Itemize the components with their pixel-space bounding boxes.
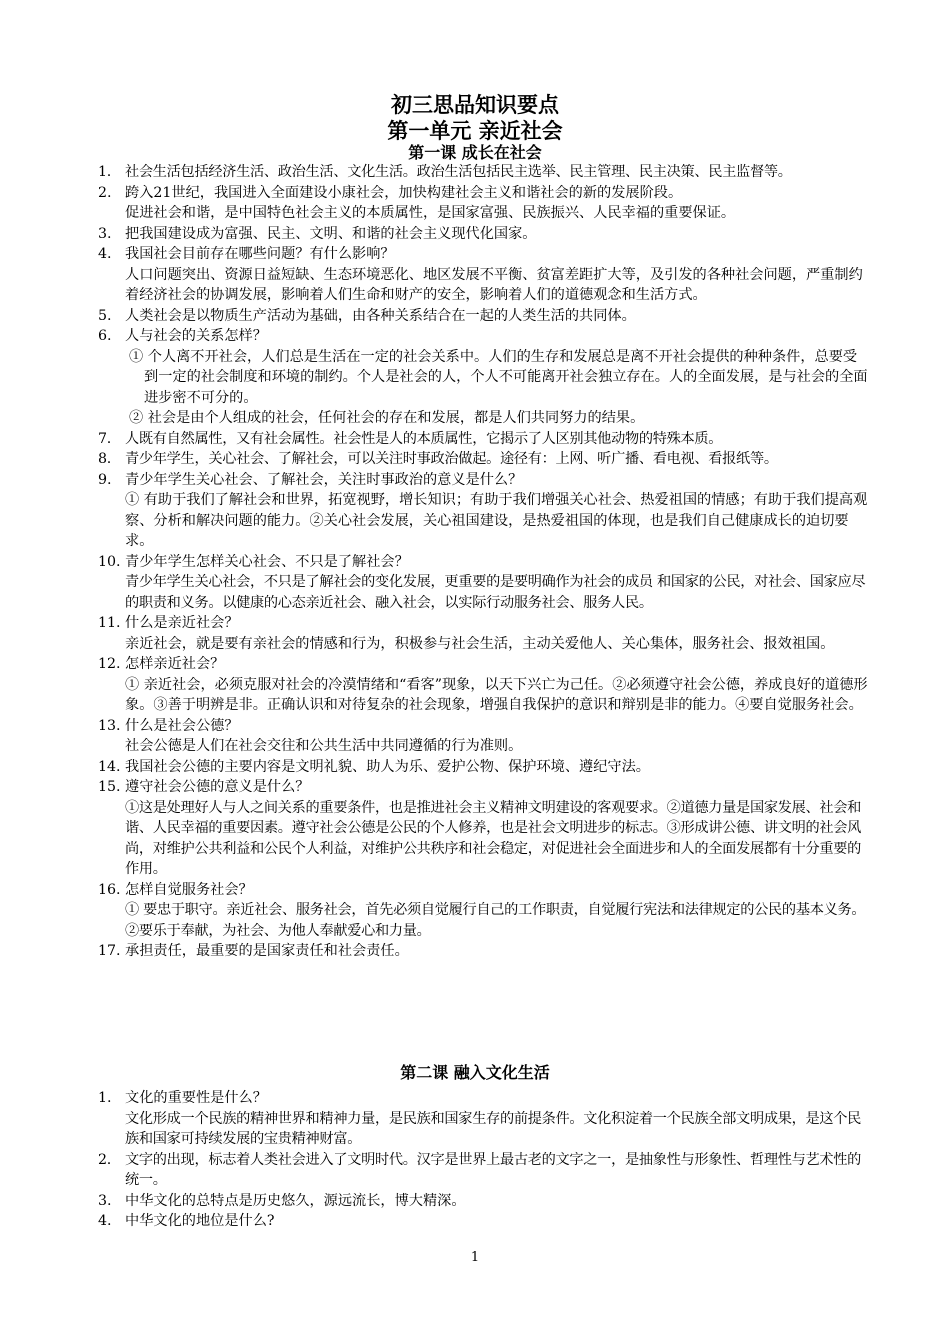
item-text: 怎样亲近社会？: [125, 656, 225, 672]
list-item: [98, 224, 868, 245]
item-number: 6.: [98, 328, 112, 344]
list-item: [98, 654, 868, 675]
item-continuation: 亲近社会，就是要有亲社会的情感和行为，积极参与社会生活，主动关爱他人、关心集体，服务社会、报效祖国。: [125, 635, 835, 652]
item-point: ① 亲近社会，必须克服对社会的冷漠情绪和“看客”现象，以天下兴亡为己任。②必须遵守社会公德，养成良好的道德形象。③善于明辨是非。正确认识和对待复杂的社会现象，增强自我保护的意识和辩别是非的能力。④要自觉服务社会。: [125, 676, 868, 713]
list-item: [98, 326, 868, 347]
item-text: 青少年学生，关心社会、了解社会，可以关注时事政治做起。途径有：上网、听广播、看电视、看报纸等。: [125, 451, 778, 467]
item-number: 1.: [98, 164, 111, 180]
item-number: 12.: [98, 656, 121, 672]
item-continuation: 青少年学生关心社会，不只是了解社会的变化发展，更重要的是要明确作为社会的成员 和国家的公民，对社会、国家应尽的职责和义务。以健康的心态亲近社会、融入社会，以实际行动服务社会、服务人民。: [125, 574, 866, 611]
list-item: [98, 306, 868, 327]
item-text: 人类社会是以物质生产活动为基础，由各种关系结合在一起的人类生活的共同体。: [125, 307, 636, 324]
lesson2-items: [98, 1088, 868, 1232]
item-text: 什么是亲近社会？: [125, 615, 239, 631]
item-continuation: 社会公德是人们在社会交往和公共生活中共同遵循的行为准则。: [125, 738, 523, 754]
item-number: 3.: [98, 1192, 112, 1209]
item-continuation: 促进社会和谐，是中国特色社会主义的本质属性，是国家富强、民族振兴、人民幸福的重要保证。: [125, 205, 736, 221]
list-item: [98, 449, 868, 470]
item-continuation: 文化形成一个民族的精神世界和精神力量，是民族和国家生存的前提条件。文化积淀着一个民族全部文明成果，是这个民族和国家可持续发展的宝贵精神财富。: [125, 1110, 862, 1147]
list-item: [98, 429, 868, 450]
item-text: 承担责任，最重要的是国家责任和社会责任。: [125, 943, 409, 959]
item-text: 青少年学生怎样关心社会、不只是了解社会？: [125, 553, 409, 570]
item-number: 5.: [98, 307, 112, 324]
list-item: [98, 777, 868, 798]
item-text: 文化的重要性是什么？: [125, 1090, 267, 1106]
unit-title: 第一单元 亲近社会: [387, 118, 563, 143]
item-number: 10.: [98, 553, 121, 570]
item-text: 中华文化的总特点是历史悠久，源远流长，博大精深。: [125, 1192, 466, 1209]
item-point: ② 社会是由个人组成的社会，任何社会的存在和发展，都是人们共同努力的结果。: [129, 410, 645, 426]
item-number: 4.: [98, 1213, 112, 1229]
list-item: [98, 470, 868, 491]
item-text: 文字的出现，标志着人类社会进入了文明时代。汉字是世界上最古老的文字之一，是抽象性与形象性、哲理性与艺术性的统一。: [125, 1151, 862, 1188]
item-number: 17.: [98, 943, 121, 959]
item-number: 2.: [98, 184, 112, 201]
list-item: [98, 613, 868, 634]
item-point: ① 有助于我们了解社会和世界，拓宽视野，增长知识；有助于我们增强关心社会、热爱祖国的情感；有助于我们提高观察、分析和解决问题的能力。②关心社会发展，关心祖国建设，是热爱祖国的体现，也是我们自己健康成长的迫切要求。: [125, 492, 868, 549]
main-title: 初三思品知识要点: [391, 92, 559, 117]
item-number: 14.: [98, 758, 121, 775]
item-number: 1.: [98, 1090, 112, 1106]
item-text: 人与社会的关系怎样？: [125, 328, 267, 344]
item-text: 我国社会公德的主要内容是文明礼貌、助人为乐、爱护公物、保护环境、遵纪守法。: [125, 758, 650, 775]
item-number: 3.: [98, 225, 112, 242]
item-text: 遵守社会公德的意义是什么？: [125, 779, 310, 795]
item-number: 8.: [98, 451, 111, 467]
item-number: 16.: [98, 881, 121, 898]
item-continuation: 人口问题突出、资源日益短缺、生态环境恶化、地区发展不平衡、贫富差距扩大等，及引发的各种社会问题，严重制约着经济社会的协调发展，影响着人们生命和财产的安全，影响着人们的道德观念和生活方式。: [125, 266, 863, 303]
item-number: 2.: [98, 1151, 111, 1168]
item-point: ① 要忠于职守。亲近社会、服务社会，首先必须自觉履行自己的工作职责，自觉履行宪法和法律规定的公民的基本义务。②要乐于奉献，为社会、为他人奉献爱心和力量。: [125, 902, 866, 939]
item-number: 9.: [98, 471, 112, 488]
list-item: [98, 244, 868, 265]
list-item: [98, 162, 868, 183]
list-item: [98, 1150, 868, 1191]
item-text: 什么是社会公德？: [125, 717, 239, 734]
item-number: 11.: [98, 615, 121, 631]
item-text: 我国社会目前存在哪些问题？有什么影响？: [125, 246, 395, 262]
list-item: [98, 757, 868, 778]
lesson2-title: 第二课 融入文化生活: [400, 1063, 550, 1082]
lesson1-title: 第一课 成长在社会: [408, 143, 542, 162]
list-item: [98, 716, 868, 737]
list-item: [98, 880, 868, 901]
item-point: ① 个人离不开社会，人们总是生活在一定的社会关系中。人们的生存和发展总是离不开社会提供的种种条件，总要受到一定的社会制度和环境的制约。个人是社会的人，个人不可能离开社会独立存在。人的全面发展，是与社会的全面进步密不可分的。: [129, 348, 868, 406]
lesson1-items: [98, 162, 868, 962]
item-number: 15.: [98, 779, 121, 795]
list-item: [98, 1088, 868, 1109]
item-text: 怎样自觉服务社会？: [125, 881, 253, 898]
item-number: 13.: [98, 717, 121, 734]
item-text: 青少年学生关心社会、了解社会，关注时事政治的意义是什么？: [125, 471, 523, 488]
list-item: [98, 1211, 868, 1232]
item-text: 社会生活包括经济生活、政治生活、文化生活。政治生活包括民主选举、民主管理、民主决策、民主监督等。: [125, 164, 792, 180]
list-item: [98, 941, 868, 962]
item-text: 把我国建设成为富强、民主、文明、和谐的社会主义现代化国家。: [125, 225, 537, 242]
list-item: [98, 183, 868, 204]
list-item: [98, 1191, 868, 1212]
item-number: 4.: [98, 246, 112, 262]
item-number: 7.: [98, 430, 111, 447]
item-text: 人既有自然属性，又有社会属性。社会性是人的本质属性，它揭示了人区别其他动物的特殊本质。: [125, 430, 723, 447]
item-point: ①这是处理好人与人之间关系的重要条件，也是推进社会主义精神文明建设的客观要求。②道德力量是国家发展、社会和谐、人民幸福的重要因素。遵守社会公德是公民的个人修养，也是社会文明进步的标志。③形成讲公德、讲文明的社会风尚，对维护公共利益和公民个人利益，对维护公共秩序和社会稳定，对促进社会全面进步和人的全面发展都有十分重要的作用。: [125, 799, 862, 877]
list-item: [98, 552, 868, 573]
item-text: 中华文化的地位是什么?: [125, 1213, 275, 1229]
item-text: 跨入21世纪，我国进入全面建设小康社会，加快构建社会主义和谐社会的新的发展阶段。: [125, 184, 683, 201]
page-number: 1: [470, 1250, 480, 1265]
